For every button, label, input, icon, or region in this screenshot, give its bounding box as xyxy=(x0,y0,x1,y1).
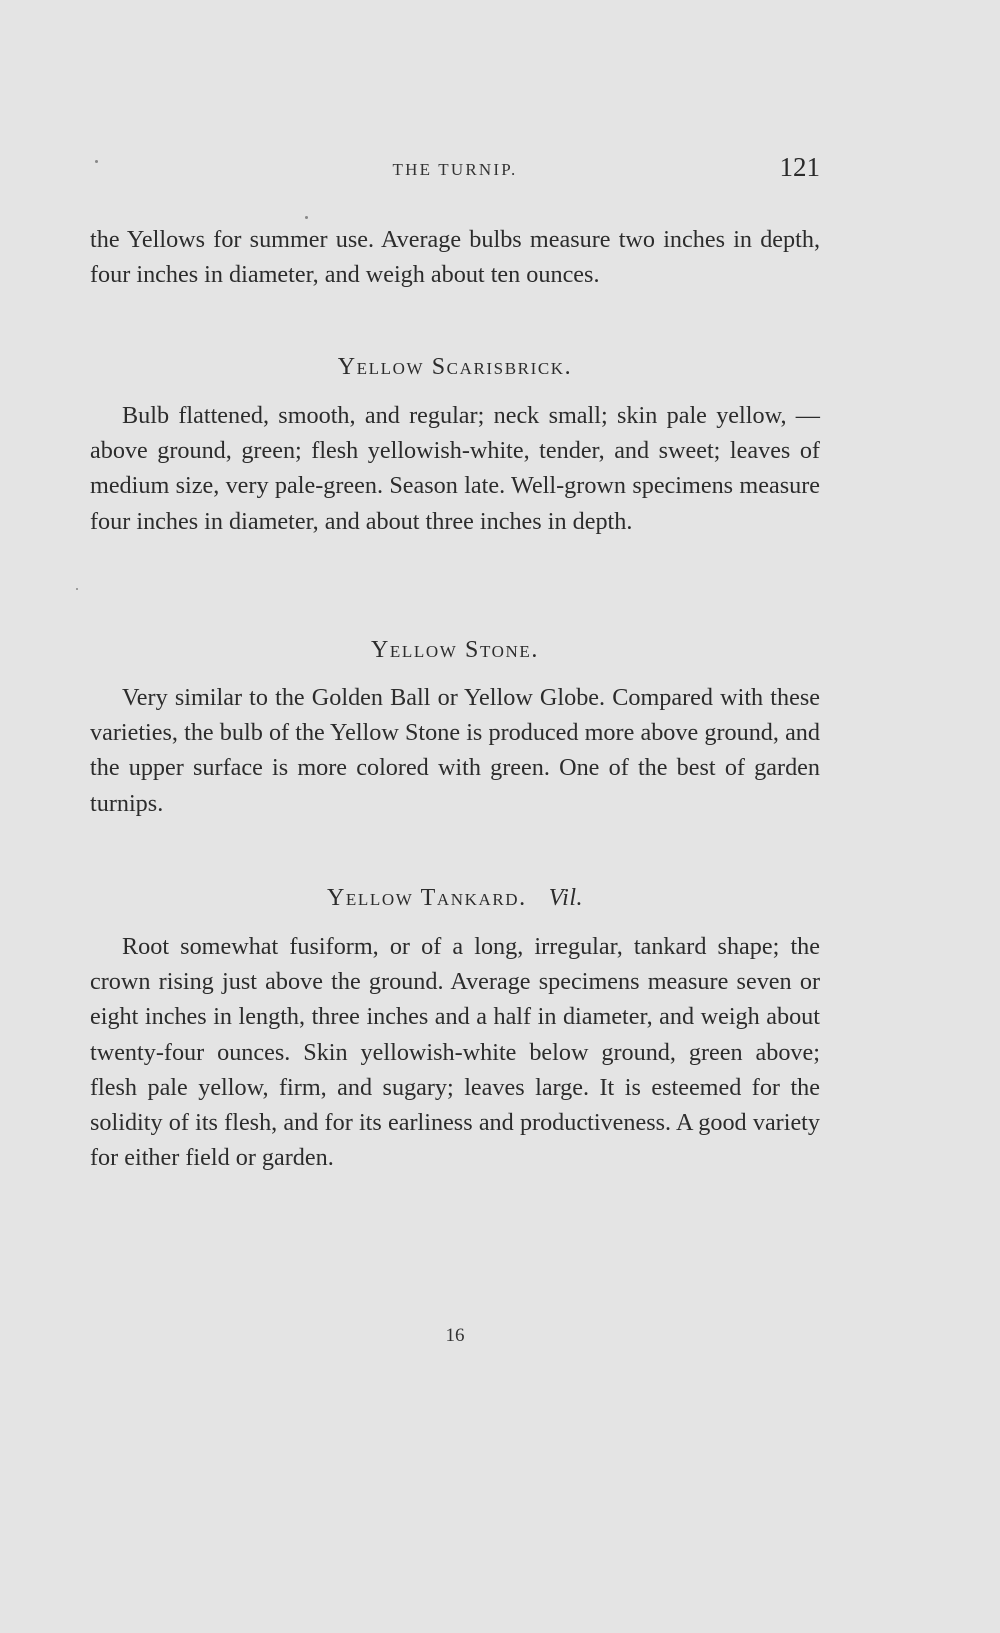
signature-mark: 16 xyxy=(445,1325,465,1346)
scarisbrick-paragraph: Bulb flattened, smooth, and regular; neck small; skin pale yellow, — above ground, green; flesh yellowish-white, tender, and sweet; leaves of medium size, very pale-green. Season late. Well-grown specimens measure four inches in diameter, and about three inches in depth. xyxy=(90,402,820,535)
paper-speck xyxy=(76,588,78,590)
page-header xyxy=(90,152,820,192)
heading-yellow-tankard-abbreviation: Vil. xyxy=(548,885,583,911)
heading-yellow-stone: Yellow Stone. xyxy=(371,637,539,663)
page-number: 121 xyxy=(779,152,820,182)
tankard-paragraph: Root somewhat fusiform, or of a long, irregular, tankard shape; the crown rising just above the ground. Average specimens measure seven or eight inches in length, three inches and a half in diameter, and weigh about twenty-four ounces. Skin yellowish-white below ground, green above; flesh pale yellow, firm, and sugary; leaves large. It is esteemed for the solidity of its flesh, and for its earliness and productiveness. A good variety for either field or garden. xyxy=(90,933,820,1172)
paper-speck xyxy=(95,160,98,163)
heading-yellow-tankard xyxy=(90,885,820,912)
intro-paragraph: the Yellows for summer use. Average bulbs measure two inches in depth, four inches in diameter, and weigh about ten ounces. xyxy=(90,226,820,289)
paper-speck xyxy=(305,216,308,219)
heading-yellow-scarisbrick: Yellow Scarisbrick. xyxy=(337,354,573,380)
heading-yellow-tankard-title: Yellow Tankard. xyxy=(327,885,527,911)
running-title: THE TURNIP. xyxy=(392,160,518,179)
stone-paragraph: Very similar to the Golden Ball or Yellow Globe. Compared with these varieties, the bulb of the Yellow Stone is produced more above ground, and the upper surface is more colored with green. One of the best of garden turnips. xyxy=(90,684,820,817)
